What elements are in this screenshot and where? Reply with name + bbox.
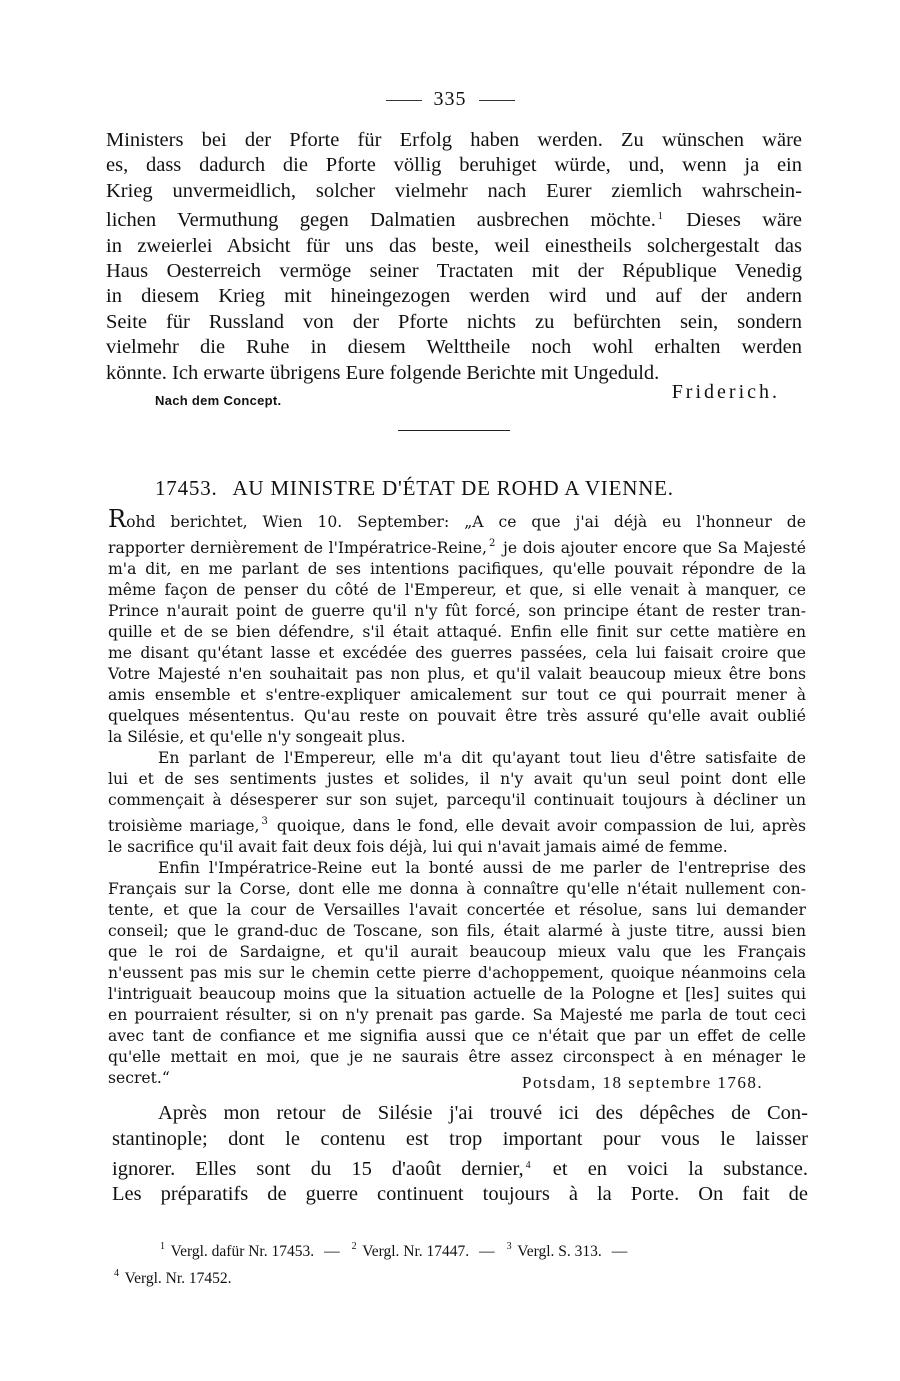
signature-row [155, 381, 780, 407]
text-line: ignorer. Elles sont du 15 d'août dernier, $^4$ et en voici la substance. [112, 1157, 808, 1180]
text-line: tente, et que la cour de Versailles l'avait concertée et résolue, sans lui demander [108, 901, 806, 919]
text-line: stantinople; dont le contenu est trop important pour vous le laisser [112, 1127, 808, 1150]
footnote-separator: — [611, 1243, 628, 1260]
text-line: n'eussent pas mis sur le chemin cette pierre d'achoppement, quoique néanmoins cela [108, 964, 806, 982]
text-line: in diesem Krieg mit hineingezogen werden wird und auf der andern [106, 285, 802, 308]
text-line: troisième mariage, $^3$ quoique, dans le fond, elle devait avoir compassion de lui, après [108, 816, 806, 835]
header-dash-right [479, 100, 515, 101]
text-line: Votre Majesté n'en souhaitait pas non plus, et qu'il valait beaucoup mieux être bons [108, 665, 806, 683]
source-note: Nach dem Concept. [155, 393, 282, 408]
text-line: Prince n'aurait point de guerre qu'il n'y fût forcé, son principe étant de rester tran- [108, 602, 806, 620]
footnote-marker: 2 [488, 538, 496, 549]
text-line: qu'elle mettait en moi, que je ne saurais être assez circonspect à en ménager le [108, 1048, 806, 1066]
text-line: me disant qu'étant lasse et excédée des guerres passées, cela lui faisait croire que [108, 644, 806, 662]
footnote-marker: 2 [351, 1241, 357, 1252]
text-line: Les préparatifs de guerre continuent toujours à la Porte. On fait de [112, 1183, 808, 1206]
footnote-text: Vergl. S. 313. [517, 1243, 602, 1260]
text-line: lui et de ses sentiments justes et solides, il n'y avait qu'un seul point dont elle [108, 770, 806, 788]
text-line: Haus Oesterreich vermöge seiner Tractaten mit der République Venedig [106, 260, 802, 283]
text-line: rapporter dernièrement de l'Impératrice-Reine, $^2$ je dois ajouter encore que Sa Majesté [108, 538, 807, 557]
text-line: es, dass dadurch die Pforte völlig beruhiget würde, und, wenn ja ein [106, 154, 802, 177]
report-summary [108, 505, 807, 1089]
text-line: Français sur la Corse, dont elle me donna à connaître qu'elle n'était nullement con- [108, 880, 806, 898]
text-line: Seite für Russland von der Pforte nichts zu befürchten sein, sondern [106, 310, 802, 333]
dateline: Potsdam, 18 septembre 1768. [522, 1073, 764, 1092]
drop-cap: R [108, 505, 127, 533]
footnote-marker: 3 [261, 816, 268, 827]
text-line: l'intriguait beaucoup moins que la situation actuelle de la Pologne et [les] suites qui [108, 985, 806, 1003]
document-heading [155, 476, 775, 501]
footnote-marker: 3 [506, 1241, 512, 1252]
text-line: En parlant de l'Empereur, elle m'a dit qu'ayant tout lieu d'être satisfaite de [158, 749, 806, 767]
text-line: quelques mésententus. Qu'au reste on pouvait être très assuré qu'elle avait oublié [108, 707, 806, 725]
text-line: la Silésie, et qu'elle n'y songeait plus. [108, 728, 406, 746]
footnote-marker: 1 [160, 1241, 165, 1252]
german-passage [106, 128, 802, 386]
text-line: en pourraient résulter, si on n'y prenait pas garde. Sa Majesté me parla de tout ceci [108, 1006, 806, 1024]
document-number: 17453. [155, 476, 218, 500]
text-line: quille et de se bien défendre, s'il était attaqué. Enfin elle finit sur cette matière en [108, 623, 806, 641]
header-dash-left [386, 100, 422, 101]
text-line: secret.“ [108, 1069, 170, 1087]
page-number: 335 [433, 88, 467, 110]
text-line: que le roi de Sardaigne, et qu'il aurait beaucoup mieux valu que les Français [108, 943, 806, 961]
text-line: commençait à désesperer sur son sujet, parcequ'il continuait toujours à décliner un [108, 791, 806, 809]
footnote-line [112, 1263, 812, 1290]
letter-body [112, 1101, 808, 1208]
text-line: Krieg unvermeidlich, solcher vielmehr nach Eurer ziemlich wahrschein- [106, 179, 802, 202]
footnote-marker: 4 [525, 1159, 531, 1171]
text-line: lichen Vermuthung gegen Dalmatien ausbrechen möchte. $^1$ Dieses wäre [106, 209, 803, 232]
footnote-separator: — [479, 1243, 495, 1260]
text-line: avec tant de confiance et me signifia aussi que ce n'était que par un effet de celle [108, 1027, 806, 1045]
footnote-line [112, 1236, 812, 1263]
text-line: Enfin l'Impératrice-Reine eut la bonté aussi de me parler de l'entreprise des [158, 859, 806, 877]
footnote-text: Vergl. Nr. 17447. [362, 1243, 470, 1260]
footnotes [112, 1236, 812, 1290]
text-line: Ministers bei der Pforte für Erfolg haben werden. Zu wünschen wäre [106, 129, 802, 151]
text-line: amis ensemble et s'entre-expliquer amicalement sur tout ce qui pourrait mener à [108, 686, 806, 704]
page-header [0, 88, 900, 111]
footnote-text: Vergl. dafür Nr. 17453. [170, 1243, 315, 1260]
footnote-separator: — [324, 1243, 340, 1260]
text-line: même façon de penser du côté de l'Empereur, et que, si elle venait à manquer, ce [108, 581, 806, 599]
text-line: vielmehr die Ruhe in diesem Welttheile noch wohl erhalten werden [106, 336, 802, 359]
footnote-marker: 4 [114, 1268, 119, 1279]
text-line: le sacrifice qu'il avait fait deux fois déjà, lui qui n'avait jamais aimé de femme. [108, 838, 728, 856]
footnote-text: Vergl. Nr. 17452. [124, 1270, 232, 1287]
text-line: Après mon retour de Silésie j'ai trouvé ici des dépêches de Con- [158, 1102, 808, 1124]
text-line: conseil; que le grand-duc de Toscane, son fils, était alarmé à juste titre, aussi bien [108, 922, 806, 940]
text-line: m'a dit, en me parlant de ses intentions pacifiques, qu'elle pouvait répondre de la [108, 560, 806, 578]
text-line: könnte. Ich erwarte übrigens Eure folgende Berichte mit Ungeduld. [106, 361, 660, 384]
document-title: AU MINISTRE D'ÉTAT DE ROHD A VIENNE. [232, 476, 674, 500]
text-line: Rohd berichtet, Wien 10. September: „A ce que j'ai déjà eu l'honneur de [108, 505, 806, 533]
section-divider [398, 430, 510, 431]
text-line: in zweierlei Absicht für uns das beste, weil einestheils solchergestalt das [106, 234, 802, 257]
signature: Friderich. [671, 381, 780, 403]
footnote-marker: 1 [657, 211, 663, 223]
